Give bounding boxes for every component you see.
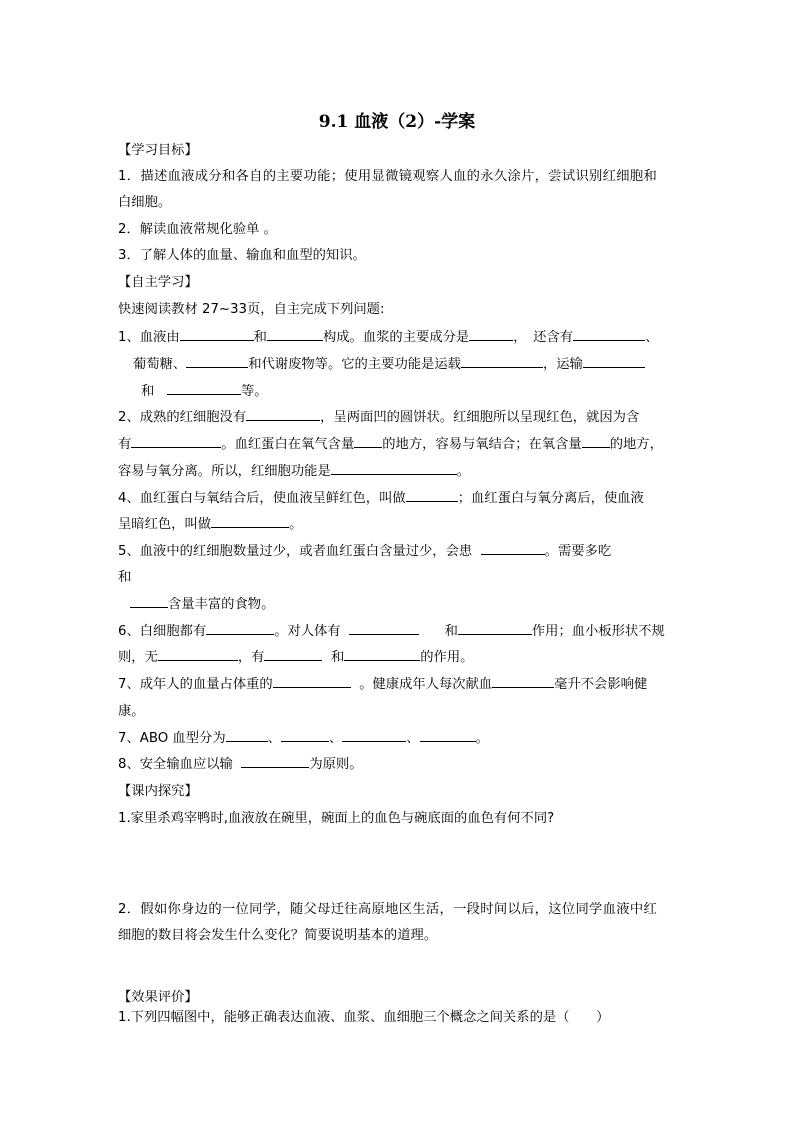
q5-text: 。需要多吃 [544,544,612,559]
answer-blank[interactable] [131,435,221,448]
answer-blank[interactable] [492,675,554,688]
answer-blank[interactable] [331,462,457,475]
question-7-line1 [118,673,647,692]
q7b-separator: 、 [328,731,343,746]
question-1-line3 [141,380,268,399]
inquiry-question-1: 1.家里杀鸡宰鸭时,血液放在碗里，碗面上的血色与碗底面的血色有何不同? [118,811,555,826]
q1-text: 和代谢废物等。它的主要功能是运载 [248,357,461,372]
answer-blank[interactable] [458,622,532,635]
q4-text: ；血红蛋白与氧分离后，使血液 [457,491,644,506]
q7b-text: 。 [475,731,489,746]
q2-text: ，呈两面凹的圆饼状。红细胞所以呈现红色，就因为含 [320,410,640,425]
answer-blank[interactable] [211,515,289,528]
section-class-inquiry: 【课内探究】 [118,784,198,799]
self-study-intro: 快速阅读教材 27~33页，自主完成下列问题: [118,302,385,317]
answer-blank[interactable] [342,729,406,742]
answer-blank[interactable] [573,328,645,341]
q1-text: 、 [645,330,659,345]
section-evaluation: 【效果评价】 [118,990,198,1005]
answer-blank[interactable] [273,675,351,688]
answer-blank[interactable] [206,622,274,635]
q6-text: 。对人体有 [274,624,341,639]
question-2-line1 [118,406,639,425]
q1-text: 1、血液由 [118,330,180,345]
answer-blank[interactable] [226,729,268,742]
section-objectives: 【学习目标】 [118,143,198,158]
q2-text: 2、成熟的红细胞没有 [118,410,247,425]
section-self-study: 【自主学习】 [118,275,198,290]
question-5-line2: 和 [118,570,132,585]
q5-text: 5、血液中的红细胞数量过少，或者血红蛋白含量过少，会患 [118,544,473,559]
answer-blank[interactable] [582,435,610,448]
q2-text: 有 [118,437,132,452]
q1-text: ，运输 [542,357,583,372]
q8-text: 为原则。 [309,757,363,772]
inquiry-question-2-line1: 2．假如你身边的一位同学，随父母迁往高原地区生活，一段时间以后，这位同学血液中红 [118,902,658,917]
answer-blank[interactable] [469,328,513,341]
answer-blank[interactable] [167,382,241,395]
answer-blank[interactable] [481,542,545,555]
q6-text: 和 [444,624,458,639]
question-blood-type [118,727,489,746]
q2-text: 的地方，容易与氧结合；在氧含量 [382,437,582,452]
question-1-line2 [133,353,645,372]
q2-text: 容易与氧分离。所以，红细胞功能是 [118,464,331,479]
question-8 [118,753,363,772]
objective-1-line2: 白细胞。 [118,195,172,210]
question-6-line2 [118,646,473,665]
q8-text: 8、安全输血应以输 [118,757,233,772]
question-5-line1 [118,540,611,559]
answer-blank[interactable] [354,435,382,448]
inquiry-question-2-line2: 细胞的数目将会发生什么变化？简要说明基本的道理。 [118,928,438,943]
q2-text: 。 [456,464,471,479]
q4-text: 呈暗红色，叫做 [118,517,212,532]
q6-text: ，有 [237,650,265,665]
answer-blank[interactable] [406,489,458,502]
q1-text: 构成。血浆的主要成分是 [322,330,470,345]
answer-blank[interactable] [246,408,320,421]
q1-text: 和 [253,330,267,345]
question-7-line2: 康。 [118,704,145,719]
q6-text: 6、白细胞都有 [118,624,207,639]
page-title: 9.1 血液（2）-学案 [318,112,476,132]
q6-text: 和 [330,650,345,665]
evaluation-question-1: 1.下列四幅图中，能够正确表达血液、血浆、血细胞三个概念之间关系的是（ ） [118,1010,610,1025]
objective-3: 3．了解人体的血量、输血和血型的知识。 [118,248,366,263]
answer-blank[interactable] [461,355,543,368]
q7-text: 7、成年人的血量占体重的 [118,677,273,692]
q4-text: 4、血红蛋白与氧结合后，使血液呈鲜红色，叫做 [118,491,406,506]
q1-text: 等。 [240,384,268,399]
objective-2: 2．解读血液常规化验单 。 [118,222,277,237]
q7b-text: 7、ABO 血型分为 [118,731,226,746]
question-4-line2 [118,513,302,532]
answer-blank[interactable] [344,648,420,661]
answer-blank[interactable] [281,729,329,742]
q1-text: 葡萄糖、 [133,357,187,372]
answer-blank[interactable] [267,328,323,341]
answer-blank[interactable] [349,622,419,635]
answer-blank[interactable] [420,729,476,742]
answer-blank[interactable] [130,595,168,608]
q7b-separator: 、 [406,731,420,746]
answer-blank[interactable] [158,648,238,661]
question-1-line1 [118,326,658,345]
answer-blank[interactable] [241,755,309,768]
question-6-line1 [118,620,665,639]
q2-text: 。血红蛋白在氧气含量 [221,437,355,452]
q6-text: 作用；血小板形状不规 [531,624,665,639]
answer-blank[interactable] [186,355,248,368]
question-4-line1 [118,487,644,506]
question-5-line3 [130,593,274,612]
q7b-separator: 、 [267,731,281,746]
q1-text: 和 [141,384,155,399]
question-2-line2 [118,433,663,452]
q1-text: ， 还含有 [513,330,574,345]
q7-text: 。健康成年人每次献血 [359,677,493,692]
question-2-line3 [118,460,470,479]
q5-text: 含量丰富的食物。 [168,597,275,612]
answer-blank[interactable] [264,648,322,661]
q6-text: 的作用。 [420,650,474,665]
q2-text: 的地方， [609,437,663,452]
objective-1-line1: 1．描述血液成分和各自的主要功能；使用显微镜观察人血的永久涂片，尝试识别红细胞和 [118,169,658,184]
q4-text: 。 [289,517,303,532]
q7-text: 毫升不会影响健 [554,677,648,692]
answer-blank[interactable] [583,355,645,368]
q6-text: 则，无 [118,650,158,665]
answer-blank[interactable] [180,328,254,341]
